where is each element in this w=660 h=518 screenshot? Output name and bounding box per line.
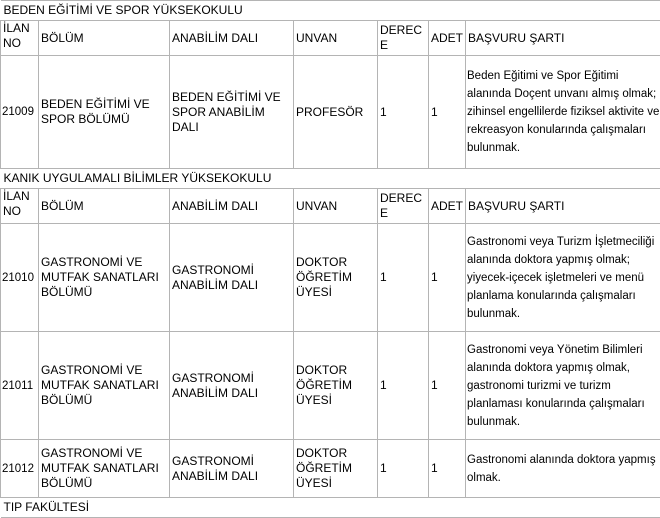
cell-anabilim: GASTRONOMİ ANABİLİM DALI	[170, 224, 294, 332]
header-bolum: BÖLÜM	[39, 189, 170, 224]
cell-unvan: DOKTOR ÖĞRETİM ÜYESİ	[294, 332, 378, 440]
cell-adet: 1	[429, 440, 466, 498]
cell-ilan-no: 21012	[1, 440, 39, 498]
header-derece: DERECE	[378, 21, 429, 56]
cell-bolum: GASTRONOMİ VE MUTFAK SANATLARI BÖLÜMÜ	[39, 224, 170, 332]
cell-basvuru: Gastronomi veya Turizm İşletmeciliği alanında doktora yapmış olmak; yiyecek-içecek işletmeleri ve menü planlama konularında çalışmaları bulunmak.	[466, 224, 660, 332]
cell-unvan: PROFESÖR	[294, 56, 378, 169]
table-row	[1, 224, 660, 332]
table-row	[1, 56, 660, 169]
cell-ilan-no: 21009	[1, 56, 39, 169]
cell-adet: 1	[429, 56, 466, 169]
table-row	[1, 332, 660, 440]
cell-anabilim: GASTRONOMİ ANABİLİM DALI	[170, 332, 294, 440]
header-adet: ADET	[429, 189, 466, 224]
header-unvan: UNVAN	[294, 21, 378, 56]
cell-unvan: DOKTOR ÖĞRETİM ÜYESİ	[294, 224, 378, 332]
cell-ilan-no: 21010	[1, 224, 39, 332]
header-bolum: BÖLÜM	[39, 21, 170, 56]
cell-unvan: DOKTOR ÖĞRETİM ÜYESİ	[294, 440, 378, 498]
header-anabilim: ANABİLİM DALI	[170, 189, 294, 224]
cell-derece: 1	[378, 56, 429, 169]
header-anabilim: ANABİLİM DALI	[170, 21, 294, 56]
cell-ilan-no: 21011	[1, 332, 39, 440]
table-row	[1, 440, 660, 498]
section-title: TIP FAKÜLTESİ	[1, 498, 660, 518]
cell-derece: 1	[378, 332, 429, 440]
section-title: BEDEN EĞİTİMİ VE SPOR YÜKSEKOKULU	[1, 1, 660, 21]
column-header-row	[1, 21, 660, 56]
header-basvuru: BAŞVURU ŞARTI	[466, 189, 660, 224]
cell-basvuru: Beden Eğitimi ve Spor Eğitimi alanında Doçent unvanı almış olmak; zihinsel engellilerde fiziksel aktivite ve rekreasyon konularında çalışmaları bulunmak.	[466, 56, 660, 169]
header-adet: ADET	[429, 21, 466, 56]
cell-bolum: GASTRONOMİ VE MUTFAK SANATLARI BÖLÜMÜ	[39, 332, 170, 440]
column-header-row	[1, 189, 660, 224]
cell-basvuru: Gastronomi alanında doktora yapmış olmak.	[466, 440, 660, 498]
header-basvuru: BAŞVURU ŞARTI	[466, 21, 660, 56]
cell-anabilim: BEDEN EĞİTİMİ VE SPOR ANABİLİM DALI	[170, 56, 294, 169]
cell-derece: 1	[378, 440, 429, 498]
header-derece: DERECE	[378, 189, 429, 224]
section-header-row	[1, 498, 660, 518]
cell-bolum: GASTRONOMİ VE MUTFAK SANATLARI BÖLÜMÜ	[39, 440, 170, 498]
cell-derece: 1	[378, 224, 429, 332]
cell-anabilim: GASTRONOMİ ANABİLİM DALI	[170, 440, 294, 498]
cell-basvuru: Gastronomi veya Yönetim Bilimleri alanında doktora yapmış olmak, gastronomi turizmi ve turizm planlaması konularında çalışmaları bulunmak.	[466, 332, 660, 440]
header-ilan-no: İLAN NO	[1, 21, 39, 56]
cell-adet: 1	[429, 332, 466, 440]
section-header-row	[1, 1, 660, 21]
header-ilan-no: İLAN NO	[1, 189, 39, 224]
section-title: KANIK UYGULAMALI BİLİMLER YÜKSEKOKULU	[1, 169, 660, 189]
cell-bolum: BEDEN EĞİTİMİ VE SPOR BÖLÜMÜ	[39, 56, 170, 169]
section-header-row	[1, 169, 660, 189]
header-unvan: UNVAN	[294, 189, 378, 224]
cell-adet: 1	[429, 224, 466, 332]
